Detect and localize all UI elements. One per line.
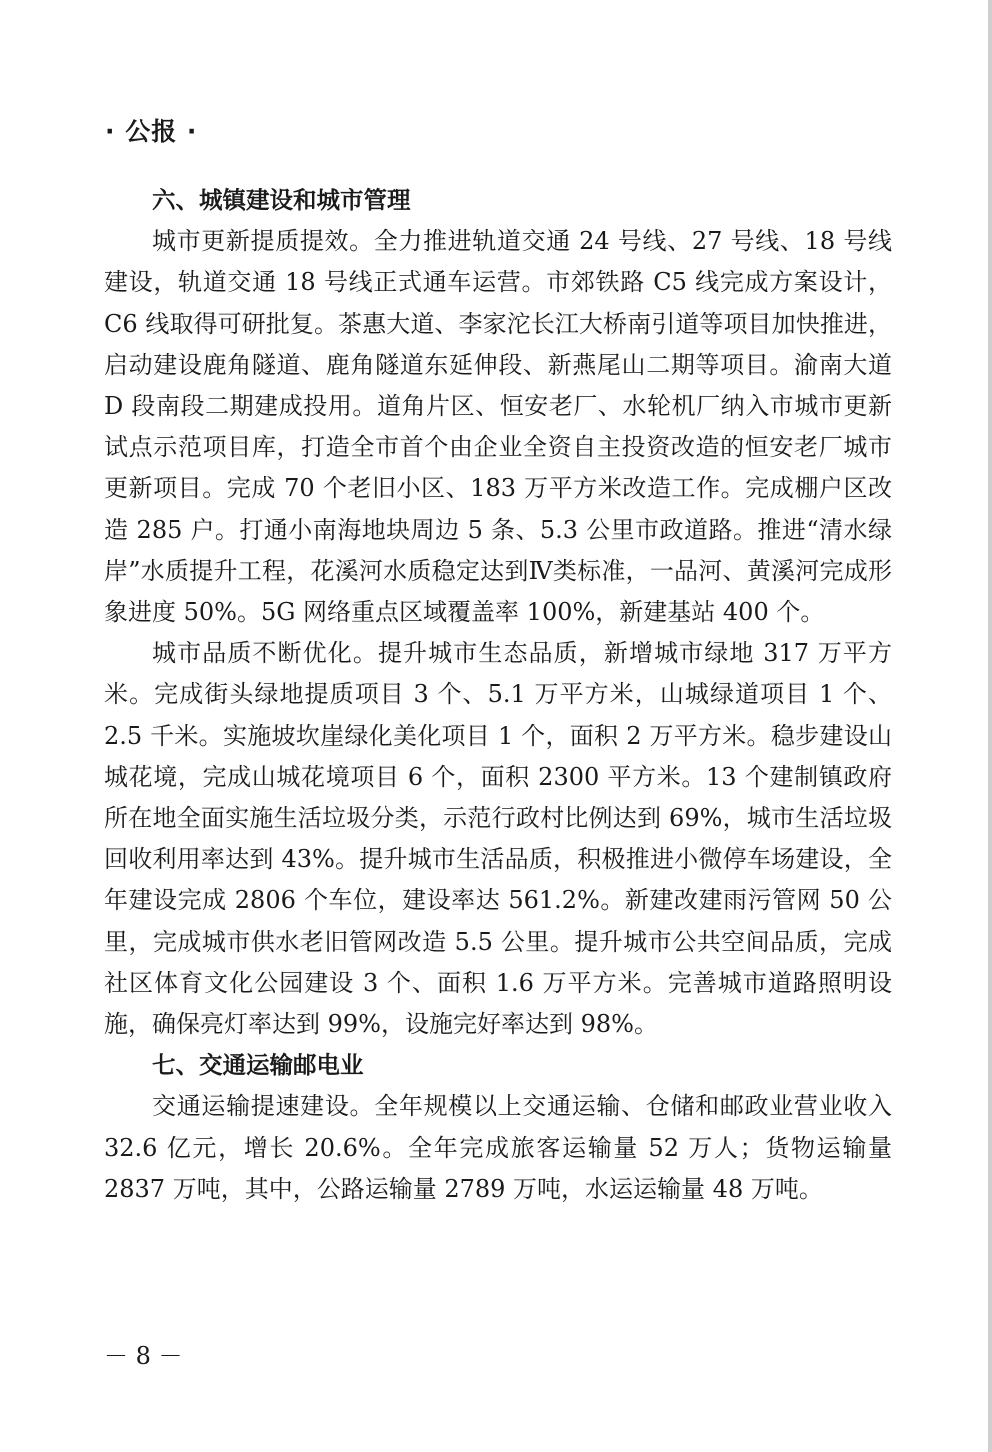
page-number: － 8 － xyxy=(104,1342,183,1370)
section-heading-urban-construction: 六、城镇建设和城市管理 xyxy=(152,186,411,214)
section-heading-transport: 七、交通运输邮电业 xyxy=(152,1051,364,1080)
paragraph-urban-quality: 城市品质不断优化。提升城市生态品质，新增城市绿地 317 万平方米。完成街头绿地提质项目 3 个、5.1 万平方米，山城绿道项目 1 个、2.5 千米。实施坡坎崖绿化美化项目 1 个，面积 2 万平方米。稳步建设山城花境，完成山城花境项目 6 个，面积 2300 平方米。13 个建制镇政府所在地全面实施生活垃圾分类，示范行政村比例达到 69%，城市生活垃圾回收利用率达到 43%。提升城市生活品质，积极推进小微停车场建设，全年建设完成 2806 个车位，建设率达 561.2%。新建改建雨污管网 50 公里，完成城市供水老旧管网改造 5.5 公里。提升城市公共空间品质，完成社区体育文化公园建设 3 个、面积 1.6 万平方米。完善城市道路照明设施，确保亮灯率达到 99%，设施完好率达到 98%。 xyxy=(104,639,892,1039)
document-body xyxy=(104,180,892,1210)
paragraph-urban-renewal: 城市更新提质提效。全力推进轨道交通 24 号线、27 号线、18 号线建设，轨道交通 18 号线正式通车运营。市郊铁路 C5 线完成方案设计，C6 线取得可研批复。茶惠大道、李家沱长江大桥南引道等项目加快推进，启动建设鹿角隧道、鹿角隧道东延伸段、新燕尾山二期等项目。渝南大道 D 段南段二期建成投用。道角片区、恒安老厂、水轮机厂纳入市城市更新试点示范项目库，打造全市首个由企业全资自主投资改造的恒安老厂城市更新项目。完成 70 个老旧小区、183 万平方米改造工作。完成棚户区改造 285 户。打通小南海地块周边 5 条、5.3 公里市政道路。推进“清水绿岸”水质提升工程，花溪河水质稳定达到Ⅳ类标准，一品河、黄溪河完成形象进度 50%。5G 网络重点区域覆盖率 100%，新建基站 400 个。 xyxy=(104,227,892,627)
page-edge xyxy=(988,0,992,1452)
paragraph-transport: 交通运输提速建设。全年规模以上交通运输、仓储和邮政业营业收入 32.6 亿元，增长 20.6%。全年完成旅客运输量 52 万人；货物运输量 2837 万吨，其中，公路运输量 2789 万吨，水运运输量 48 万吨。 xyxy=(104,1092,892,1203)
bulletin-header: · 公报 · xyxy=(105,117,198,146)
